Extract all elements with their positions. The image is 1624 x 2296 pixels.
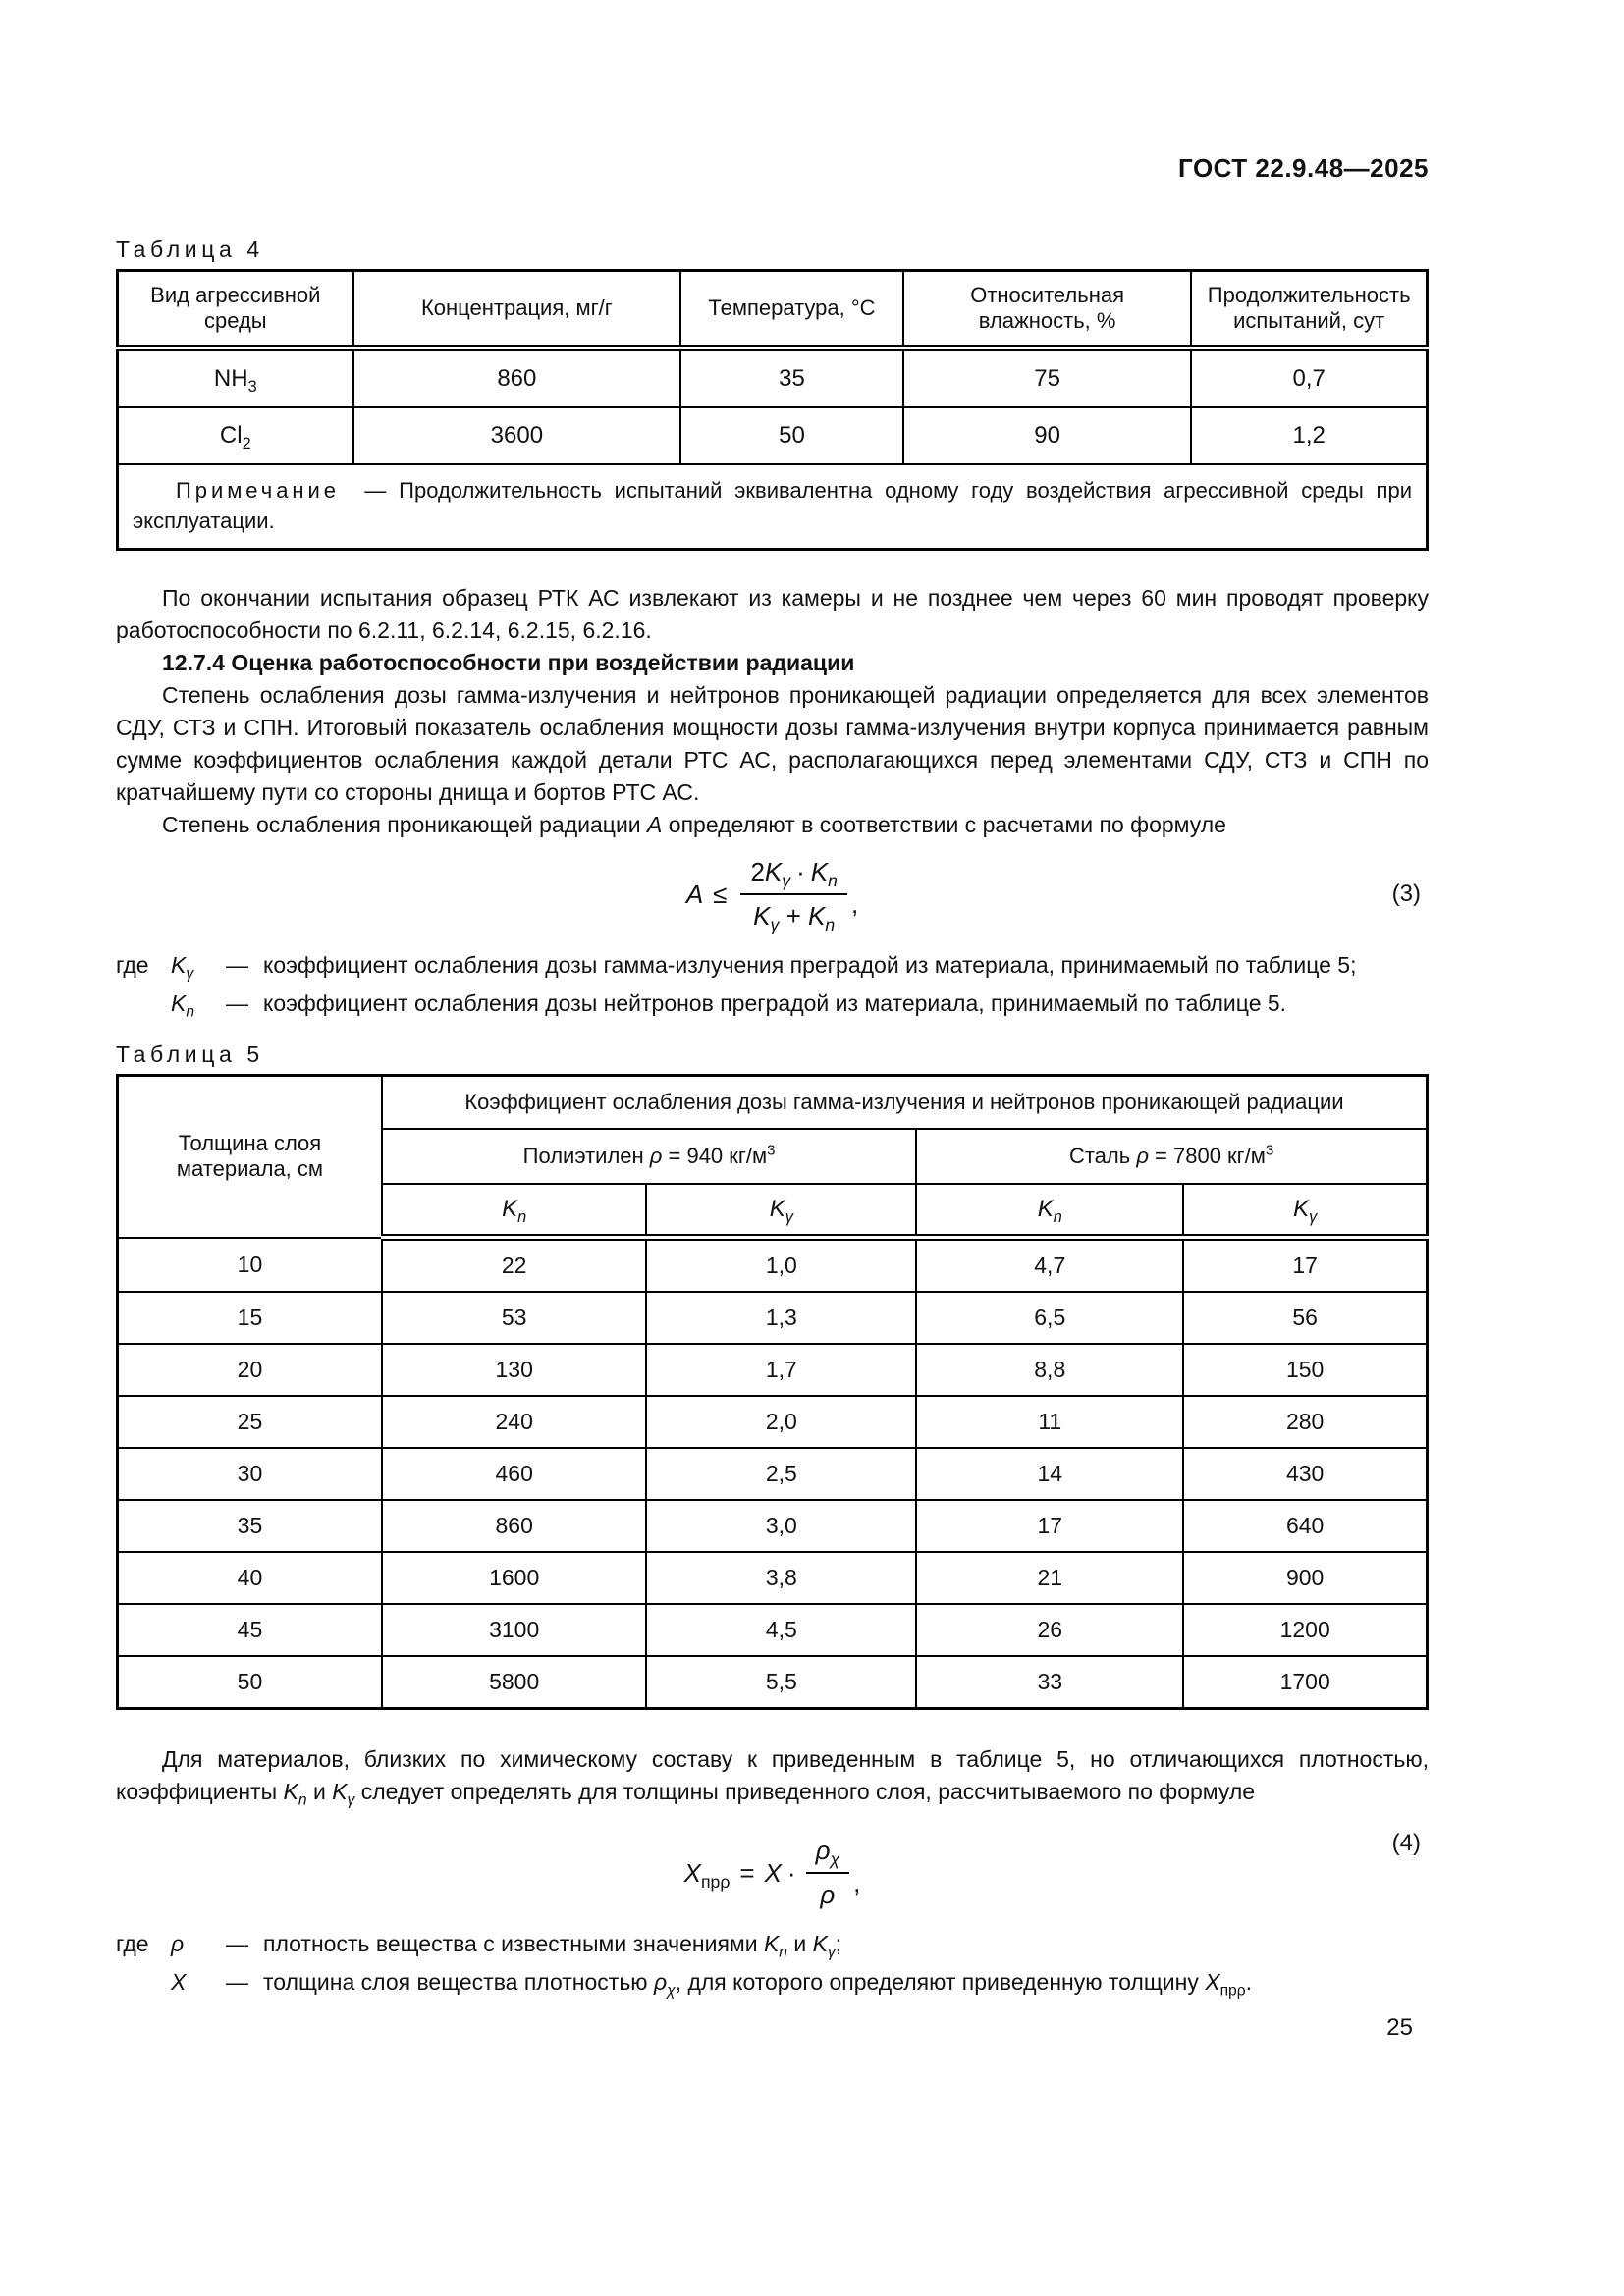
table4-note-row [118, 464, 1428, 550]
chemical-formula: NH [213, 365, 248, 392]
leq-sign: ≤ [713, 879, 728, 909]
table5-header-row [118, 1076, 1428, 1130]
table5-row: 40 1600 3,8 21 900 [118, 1552, 1428, 1604]
variable-rho: ρ [171, 1931, 185, 1956]
where-item: X — толщина слоя вещества плотностью $\rho_\chi$, для которого определяют приведенную толщину $X_{пр\rho}$. [116, 1966, 1429, 1999]
header-K-gamma: $K_\gamma$ [646, 1184, 916, 1238]
section-heading-12-7-4: 12.7.4 Оценка работоспособности при воздействии радиации [162, 650, 855, 675]
table5-caption: Таблица 5 [116, 1041, 264, 1067]
page-number: 25 [1386, 2014, 1413, 2041]
where-list-formula3 [116, 949, 1429, 1020]
header-K-gamma: $K_\gamma$ [1183, 1184, 1427, 1238]
table4-header-cell: Продолжительность испытаний, сут [1191, 271, 1427, 348]
table5 [116, 1074, 1429, 1710]
table5-row: 15 53 1,3 6,5 56 [118, 1292, 1428, 1344]
table5-span-header: Коэффициент ослабления дозы гамма-излучения и нейтронов проникающей радиации [382, 1076, 1428, 1130]
chemical-subscript: 3 [247, 377, 257, 396]
note-label: Примечание [176, 478, 340, 503]
table4-cell: 90 [903, 407, 1191, 464]
table5-group-polyethylene: Полиэтилен ρ = 940 $кг/м^3$ [382, 1129, 916, 1184]
formula3-fraction: $\frac{2K_\gamma \cdot K_n}{K_\gamma + K_n}$ [740, 855, 847, 934]
table5-group-steel: Сталь ρ = 7800 $кг/м^3$ [916, 1129, 1427, 1184]
paragraph-density-adjustment: Для материалов, близких по химическому составу к приведенным в таблице 5, но отличающихся плотностью, коэффициенты $K_n$ и $K_\gamma$ следует определять для толщины приведенного слоя, рассчитываемого по формуле [116, 1746, 1429, 1809]
paragraph-formula-intro: Степень ослабления проникающей радиации A определяют в соответствии с расчетами по формуле [162, 812, 1226, 837]
table5-row: 50 5800 5,5 33 1700 [118, 1656, 1428, 1709]
formula3-number: (3) [1391, 881, 1421, 907]
table4-cell: 50 [680, 407, 903, 464]
variable-K-gamma: $K_\gamma$ [171, 952, 194, 983]
formula4-fraction: $\frac{\rho_\chi}{\rho}$ [806, 1834, 850, 1912]
table4-cell: 860 [353, 348, 681, 408]
table5-row: 25 240 2,0 11 280 [118, 1396, 1428, 1448]
page-content [116, 0, 1429, 2042]
table4-header-cell: Температура, °С [680, 271, 903, 348]
table5-row: 30 460 2,5 14 430 [118, 1448, 1428, 1500]
table4-cell-medium [118, 407, 353, 464]
formula3-lhs: A [685, 879, 704, 909]
variable-K-n: K [283, 1779, 298, 1804]
table4-cell: 3600 [353, 407, 681, 464]
table4-note [118, 464, 1428, 550]
table4-cell: 35 [680, 348, 903, 408]
paragraph-test-completion: По окончании испытания образец РТК АС извлекают из камеры и не позднее чем через 60 мин проводят проверку работоспособности по 6.2.11, 6.2.14, 6.2.15, 6.2.16. [116, 585, 1429, 643]
formula4-number: (4) [1391, 1830, 1421, 1856]
table4-row [118, 348, 1428, 408]
formula-3: A ≤ $\frac{2K_\gamma \cdot K_n}{K_\gamma + K_n}$ , (3) [685, 857, 1421, 935]
header-K-n: $K_n$ [916, 1184, 1183, 1238]
variable-A: A [647, 812, 663, 837]
formula-4: $X_{пр\rho} = X$ · $\frac{\rho_\chi}{\rho}$ , (4) [116, 1834, 1429, 1912]
table4-cell: 0,7 [1191, 348, 1427, 408]
table4-header-cell: Вид агрессивной среды [118, 271, 353, 348]
table4-header-cell: Относительная влажность, % [903, 271, 1191, 348]
table4-header-cell: Концентрация, мг/г [353, 271, 681, 348]
table4 [116, 269, 1429, 551]
table4-cell-medium [118, 348, 353, 408]
variable-X: X [171, 1969, 187, 1995]
table5-row: 10 22 1,0 4,7 17 [118, 1238, 1428, 1293]
table5-row: 45 3100 4,5 26 1200 [118, 1604, 1428, 1656]
note-dash: — [364, 478, 387, 503]
variable-K-gamma: K [332, 1779, 348, 1804]
document-header: ГОСТ 22.9.48—2025 [1178, 153, 1429, 183]
paragraph-radiation-attenuation: Степень ослабления дозы гамма-излучения и нейтронов проникающей радиации определяется для всех элементов СДУ, СТЗ и СПН. Итоговый показатель ослабления мощности дозы гамма-излучения внутри корпуса принимается равным сумме коэффициентов ослабления каждой детали РТС АС, располагающихся перед элементами СДУ, СТЗ и СПН по кратчайшему пути со стороны днища и бортов РТС АС. [116, 682, 1429, 805]
where-item: где ρ — плотность вещества с известными значениями $K_n$ и $K_\gamma$; [116, 1928, 1429, 1960]
chemical-formula: Cl [219, 422, 243, 449]
equals-sign: = [739, 1857, 755, 1888]
table4-cell: 75 [903, 348, 1191, 408]
table4-caption: Таблица 4 [116, 237, 264, 262]
chemical-subscript: 2 [242, 434, 251, 453]
table4-row [118, 407, 1428, 464]
where-list-formula4 [116, 1928, 1429, 1999]
table5-col1-header: Толщина слоя материала, см [118, 1076, 382, 1238]
note-body: Продолжительность испытаний эквивалентна одному году воздействия агрессивной среды при эксплуатации. [133, 478, 1412, 533]
table4-cell: 1,2 [1191, 407, 1427, 464]
where-item: где $K_\gamma$ — коэффициент ослабления дозы гамма-излучения преградой из материала, принимаемый по таблице 5; [116, 949, 1429, 982]
variable-K-n: $K_n$ [171, 990, 195, 1021]
table5-row: 35 860 3,0 17 640 [118, 1500, 1428, 1552]
header-K-n: $K_n$ [382, 1184, 646, 1238]
where-item: $K_n$ — коэффициент ослабления дозы нейтронов преградой из материала, принимаемый по таблице 5. [116, 988, 1429, 1020]
table5-row: 20 130 1,7 8,8 150 [118, 1344, 1428, 1396]
formula4-lhs: X [683, 1857, 701, 1888]
table4-header-row [118, 271, 1428, 348]
